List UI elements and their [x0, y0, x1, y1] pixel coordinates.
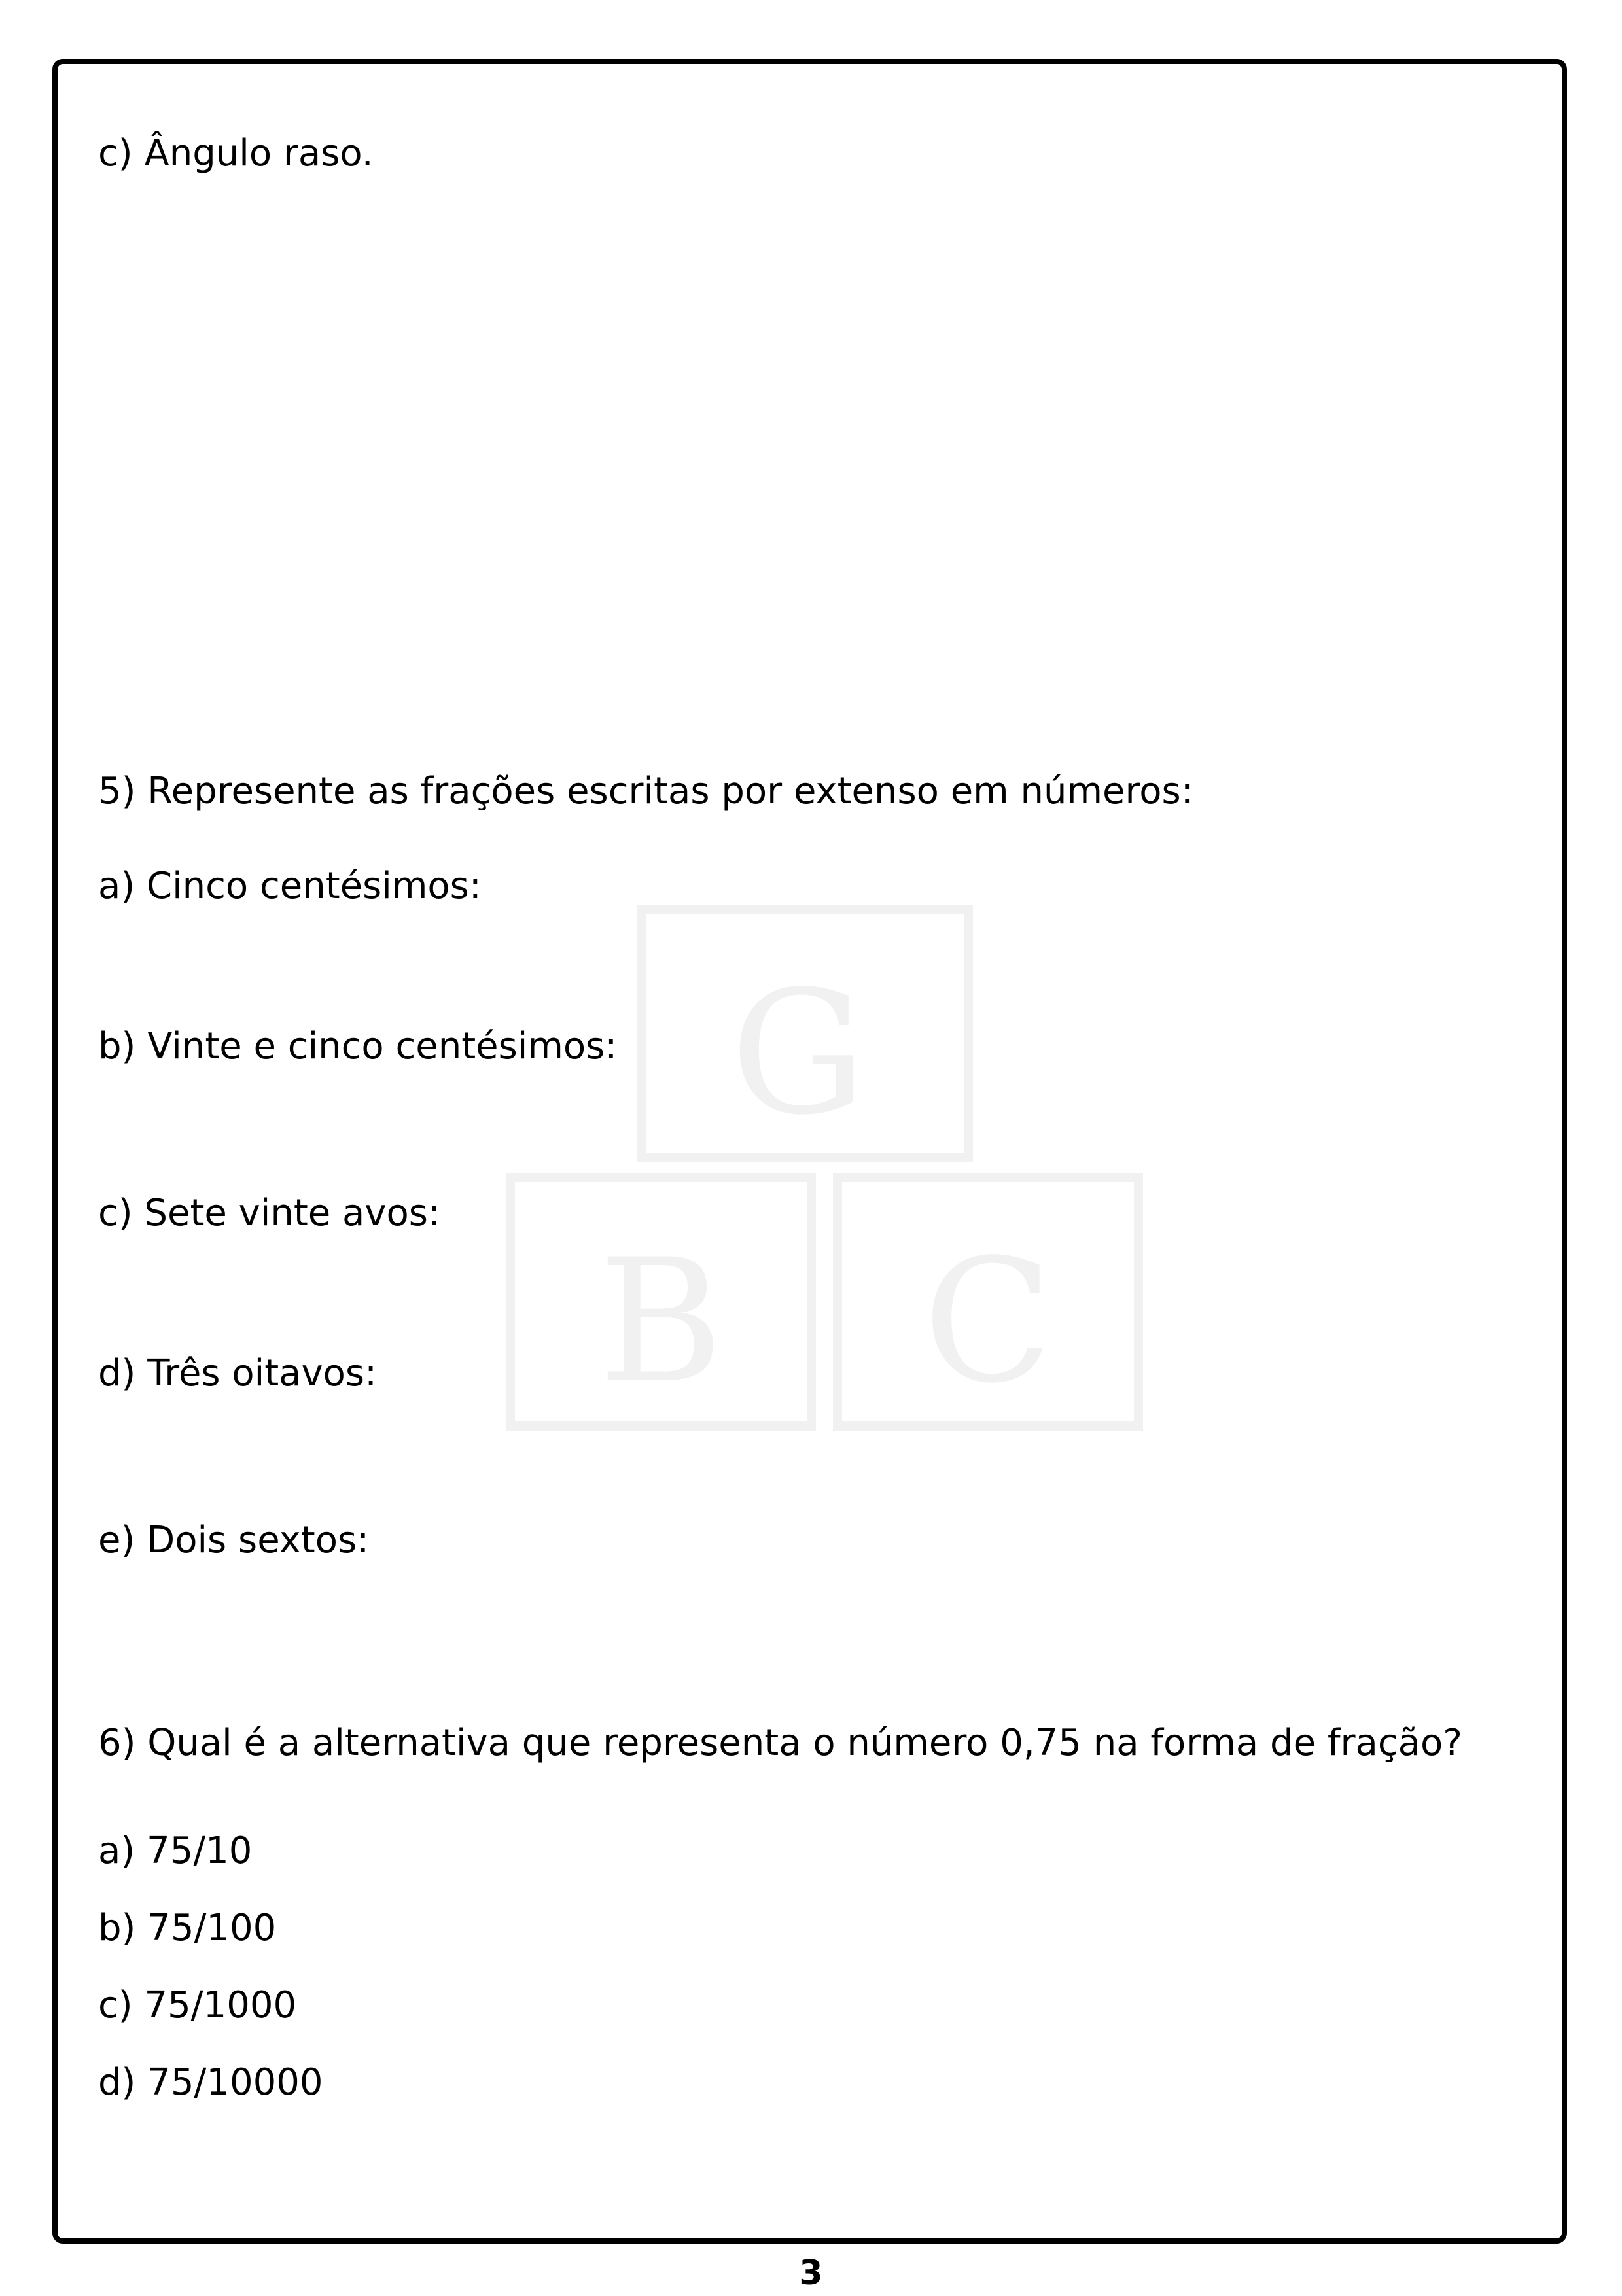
q6-option-a: a) 75/10 [98, 1830, 253, 1872]
question-6: 6) Qual é a alternativa que representa o número 0,75 na forma de fração? [98, 1722, 1462, 1764]
q5-item-c: c) Sete vinte avos: [98, 1192, 440, 1234]
q5-item-a: a) Cinco centésimos: [98, 865, 482, 907]
watermark-letter-b: B [598, 1223, 724, 1421]
watermark-letter-g: G [730, 955, 866, 1153]
watermark-letter-c: C [923, 1223, 1053, 1421]
q5-item-b: b) Vinte e cinco centésimos: [98, 1025, 618, 1068]
q6-option-b: b) 75/100 [98, 1907, 277, 1949]
q6-option-c: c) 75/1000 [98, 1984, 297, 2026]
page-number: 3 [799, 2253, 823, 2293]
page-border [52, 59, 1567, 2244]
q6-option-d: d) 75/10000 [98, 2061, 323, 2104]
question-5: 5) Represente as frações escritas por extenso em números: [98, 770, 1193, 812]
q5-item-e: e) Dois sextos: [98, 1519, 370, 1561]
prev-item-c: c) Ângulo raso. [98, 132, 374, 175]
q5-item-d: d) Três oitavos: [98, 1352, 377, 1395]
